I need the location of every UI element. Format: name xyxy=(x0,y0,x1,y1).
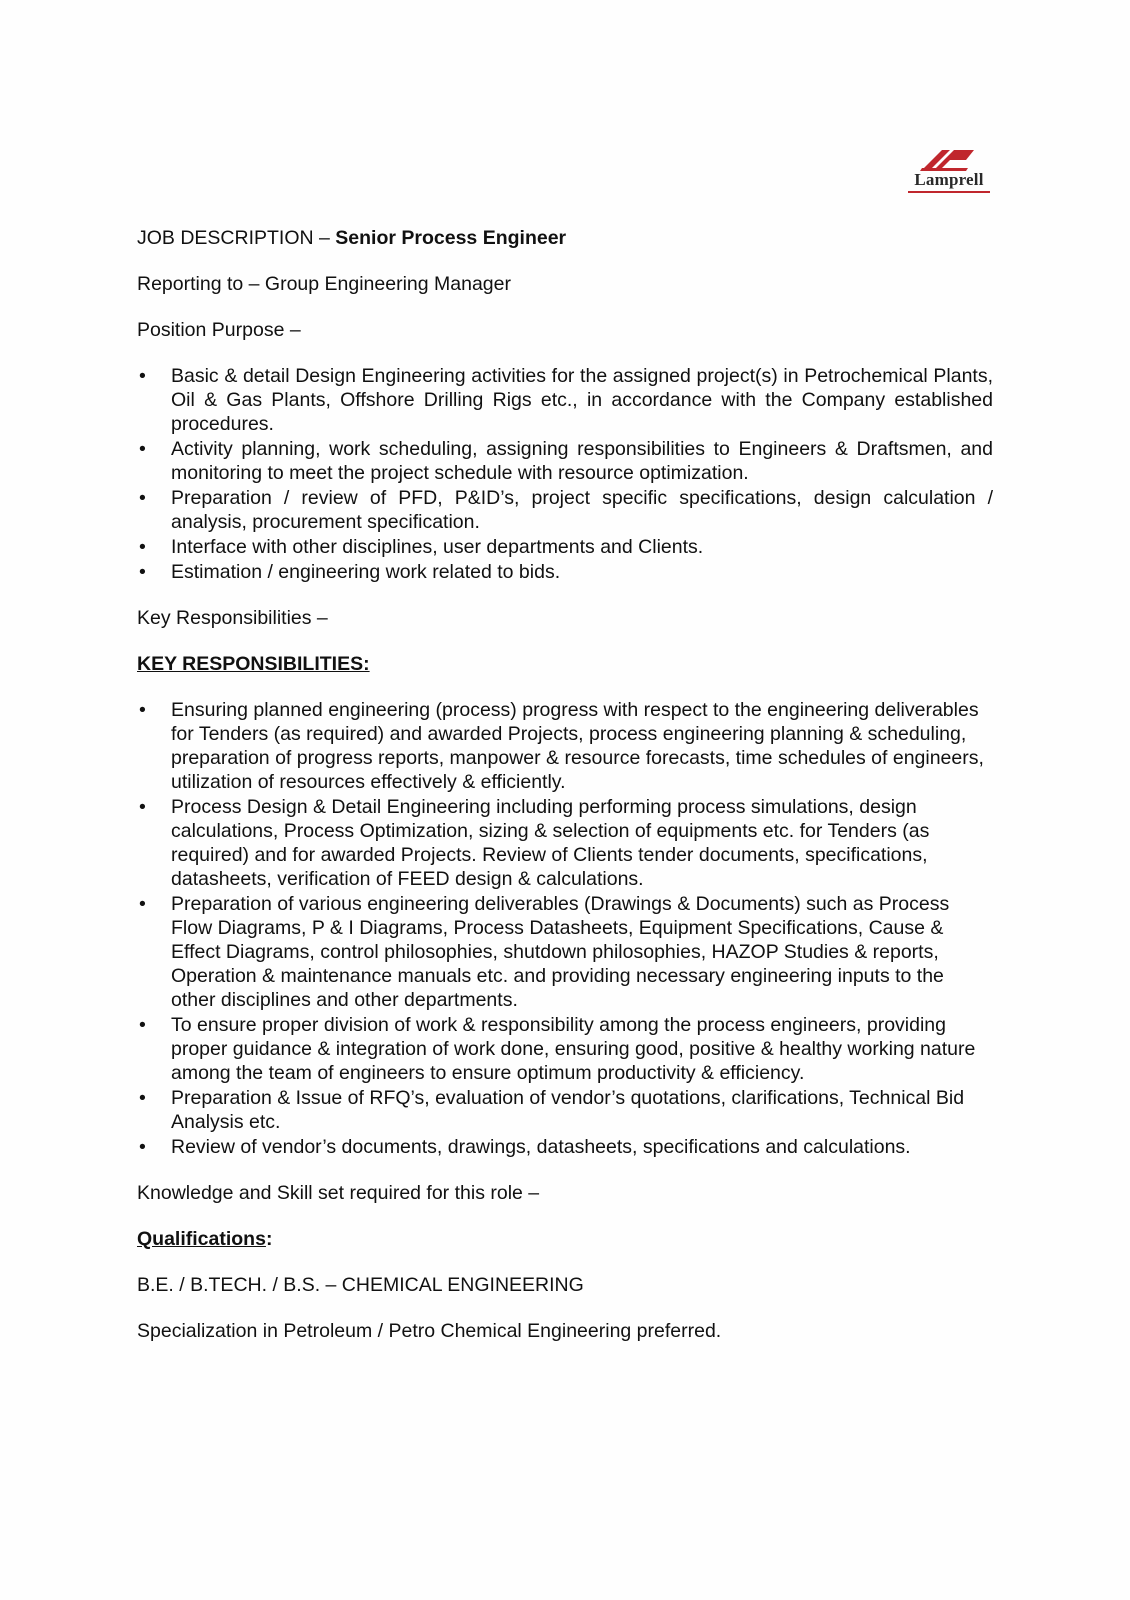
list-item-text: Preparation / review of PFD, P&ID’s, project specific specifications, design calculation / analysis, procurement specification. xyxy=(171,487,993,533)
list-item xyxy=(137,698,993,794)
list-item-text: To ensure proper division of work & responsibility among the process engineers, providing proper guidance & integration of work done, ensuring good, positive & healthy working nature among the team of engineers to ensure optimum productivity & efficiency. xyxy=(171,1014,976,1084)
list-item xyxy=(137,795,993,891)
bullet: • xyxy=(139,536,146,558)
key-responsibilities-label: Key Responsibilities – xyxy=(137,607,328,629)
job-title xyxy=(137,226,993,250)
list-item xyxy=(137,437,993,485)
list-item-text: Interface with other disciplines, user departments and Clients. xyxy=(171,536,704,558)
job-title-role: Senior Process Engineer xyxy=(335,227,567,249)
list-item-text: Process Design & Detail Engineering including performing process simulations, design calculations, Process Optimization, sizing & selection of equipments etc. for Tenders (as required) and for awarded Projects. Review of Clients tender documents, specifications, datasheets, verification of FEED design & calculations. xyxy=(171,796,930,890)
bullet: • xyxy=(139,796,146,818)
purpose-list xyxy=(137,364,993,584)
bullet: • xyxy=(139,438,146,460)
list-item-text: Review of vendor’s documents, drawings, datasheets, specifications and calculations. xyxy=(171,1136,911,1158)
bullet: • xyxy=(139,699,146,721)
list-item-text: Estimation / engineering work related to bids. xyxy=(171,561,561,583)
position-purpose-label: Position Purpose – xyxy=(137,319,301,341)
qualifications-heading xyxy=(137,1227,993,1251)
lamprell-logo-mark xyxy=(906,146,992,172)
list-item-text: Preparation & Issue of RFQ’s, evaluation of vendor’s quotations, clarifications, Technical Bid Analysis etc. xyxy=(171,1087,965,1133)
skills-label: Knowledge and Skill set required for this role – xyxy=(137,1182,540,1204)
list-item xyxy=(137,486,993,534)
job-title-prefix: JOB DESCRIPTION – xyxy=(137,227,336,249)
bullet: • xyxy=(139,1014,146,1036)
degree-requirement: B.E. / B.TECH. / B.S. – CHEMICAL ENGINEERING xyxy=(137,1274,584,1296)
bullet: • xyxy=(139,365,146,387)
specialization-note: Specialization in Petroleum / Petro Chemical Engineering preferred. xyxy=(137,1320,722,1342)
key-responsibilities-heading: KEY RESPONSIBILITIES: xyxy=(137,653,370,675)
bullet: • xyxy=(139,893,146,915)
lamprell-logo xyxy=(906,146,992,196)
logo-wordmark: Lamprell xyxy=(914,170,984,189)
qualifications-colon: : xyxy=(265,1228,273,1250)
qualifications-heading-text: Qualifications xyxy=(137,1228,266,1250)
logo-underline xyxy=(908,191,990,193)
bullet: • xyxy=(139,561,146,583)
list-item xyxy=(137,364,993,436)
bullet: • xyxy=(139,1136,146,1158)
list-item-text: Basic & detail Design Engineering activities for the assigned project(s) in Petrochemical Plants, Oil & Gas Plants, Offshore Drilling Rigs etc., in accordance with the Company established procedures. xyxy=(171,365,993,435)
list-item-text: Ensuring planned engineering (process) progress with respect to the engineering deliverables for Tenders (as required) and awarded Projects, process engineering planning & scheduling, preparation of progress reports, manpower & resource forecasts, time schedules of engineers, utilization of resources effectively & efficiently. xyxy=(171,699,984,793)
list-item xyxy=(137,535,993,559)
list-item-text: Preparation of various engineering deliverables (Drawings & Documents) such as Process Flow Diagrams, P & I Diagrams, Process Datasheets, Equipment Specifications, Cause & Effect Diagrams, control philosophies, shutdown philosophies, HAZOP Studies & reports, Operation & maintenance manuals etc. and providing necessary engineering inputs to the other disciplines and other departments. xyxy=(171,893,950,1011)
responsibilities-list xyxy=(137,698,993,1159)
bullet: • xyxy=(139,1087,146,1109)
list-item xyxy=(137,892,993,1012)
reporting-to: Reporting to – Group Engineering Manager xyxy=(137,273,511,295)
list-item xyxy=(137,1135,993,1159)
list-item xyxy=(137,1086,993,1134)
document-body xyxy=(137,226,993,1365)
list-item xyxy=(137,1013,993,1085)
bullet: • xyxy=(139,487,146,509)
list-item xyxy=(137,560,993,584)
list-item-text: Activity planning, work scheduling, assigning responsibilities to Engineers & Draftsmen, and monitoring to meet the project schedule with resource optimization. xyxy=(171,438,993,484)
